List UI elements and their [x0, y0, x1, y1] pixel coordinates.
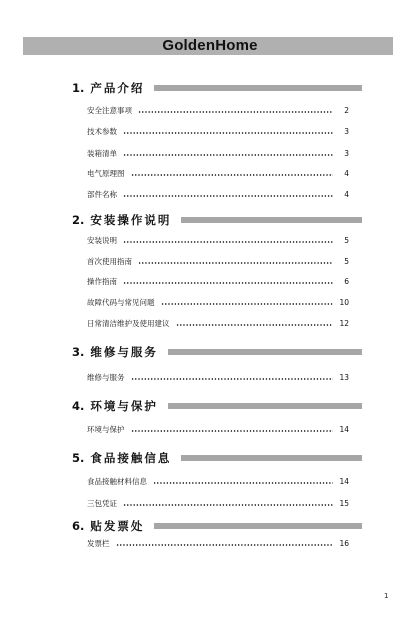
- dot-leader: [138, 111, 333, 113]
- section-heading: [72, 80, 362, 96]
- toc-entry-page: 5: [344, 256, 349, 266]
- section-title: 维修与服务: [90, 345, 158, 359]
- toc-entry-label: 环境与保护: [87, 424, 125, 434]
- toc-entry[interactable]: [87, 103, 349, 117]
- section-rule: [154, 85, 362, 91]
- section-title: 贴发票处: [90, 519, 145, 533]
- section-number: 5.: [72, 451, 85, 465]
- toc-entry-page: 4: [344, 189, 349, 199]
- toc-entry-page: 14: [339, 476, 349, 486]
- dot-leader: [123, 241, 333, 243]
- brand-logo: GoldenHome: [162, 37, 258, 54]
- toc-entry-label: 首次使用指南: [87, 256, 132, 266]
- dot-leader: [153, 482, 333, 484]
- toc-entry[interactable]: [87, 496, 349, 510]
- toc-entry-page: 3: [344, 126, 349, 136]
- toc-entry-page: 6: [344, 276, 349, 286]
- toc-entry-label: 技术参数: [87, 126, 117, 136]
- section-rule: [168, 349, 362, 355]
- section-title: 产品介绍: [90, 81, 145, 95]
- dot-leader: [161, 303, 334, 305]
- toc-entry-label: 故障代码与常见问题: [87, 297, 155, 307]
- toc-entry-label: 电气原理图: [87, 168, 125, 178]
- toc-entry[interactable]: [87, 124, 349, 138]
- section-title: 食品接触信息: [90, 451, 172, 465]
- toc-entry-label: 装箱清单: [87, 148, 117, 158]
- toc-entry-label: 日常清洁维护及使用建议: [87, 318, 170, 328]
- dot-leader: [138, 262, 333, 264]
- toc-entry-label: 部件名称: [87, 189, 117, 199]
- section-number: 3.: [72, 345, 85, 359]
- section-number: 2.: [72, 213, 85, 227]
- toc-entry[interactable]: [87, 370, 349, 384]
- section-number: 1.: [72, 81, 85, 95]
- dot-leader: [131, 174, 334, 176]
- toc-entry-page: 10: [339, 297, 349, 307]
- dot-leader: [131, 430, 334, 432]
- toc-entry-page: 15: [339, 498, 349, 508]
- toc-entry[interactable]: [87, 316, 349, 330]
- toc-entry[interactable]: [87, 295, 349, 309]
- dot-leader: [123, 504, 333, 506]
- section-heading: [72, 344, 362, 360]
- dot-leader: [131, 378, 334, 380]
- dot-leader: [116, 544, 334, 546]
- page-number: 1: [384, 592, 389, 600]
- toc-entry[interactable]: [87, 166, 349, 180]
- toc-entry[interactable]: [87, 146, 349, 160]
- section-heading: [72, 398, 362, 414]
- toc-entry-label: 安全注意事项: [87, 105, 132, 115]
- toc-entry[interactable]: [87, 187, 349, 201]
- dot-leader: [123, 132, 333, 134]
- section-title: 安装操作说明: [90, 213, 172, 227]
- section-heading: [72, 212, 362, 228]
- dot-leader: [176, 324, 334, 326]
- toc-entry-label: 操作指南: [87, 276, 117, 286]
- toc-entry-page: 3: [344, 148, 349, 158]
- section-number: 4.: [72, 399, 85, 413]
- section-rule: [181, 455, 362, 461]
- toc-entry-page: 13: [339, 372, 349, 382]
- section-heading: [72, 450, 362, 466]
- toc-entry[interactable]: [87, 474, 349, 488]
- toc-entry-page: 5: [344, 235, 349, 245]
- toc-entry-page: 2: [344, 105, 349, 115]
- section-title: 环境与保护: [90, 399, 158, 413]
- toc-entry-label: 维修与服务: [87, 372, 125, 382]
- dot-leader: [123, 282, 333, 284]
- toc-entry[interactable]: [87, 254, 349, 268]
- toc-entry-label: 发票栏: [87, 538, 110, 548]
- section-rule: [181, 217, 362, 223]
- toc-entry-page: 4: [344, 168, 349, 178]
- section-number: 6.: [72, 519, 85, 533]
- toc-entry-page: 12: [339, 318, 349, 328]
- toc-entry-label: 安装说明: [87, 235, 117, 245]
- section-rule: [154, 523, 362, 529]
- dot-leader: [123, 195, 333, 197]
- toc-entry-label: 三包凭证: [87, 498, 117, 508]
- toc-entry[interactable]: [87, 233, 349, 247]
- toc-entry[interactable]: [87, 536, 349, 550]
- toc-entry-label: 食品接触材料信息: [87, 476, 147, 486]
- section-heading: [72, 518, 362, 534]
- toc-entry[interactable]: [87, 274, 349, 288]
- toc-entry-page: 14: [339, 424, 349, 434]
- dot-leader: [123, 154, 333, 156]
- toc-entry[interactable]: [87, 422, 349, 436]
- section-rule: [168, 403, 362, 409]
- toc-entry-page: 16: [339, 538, 349, 548]
